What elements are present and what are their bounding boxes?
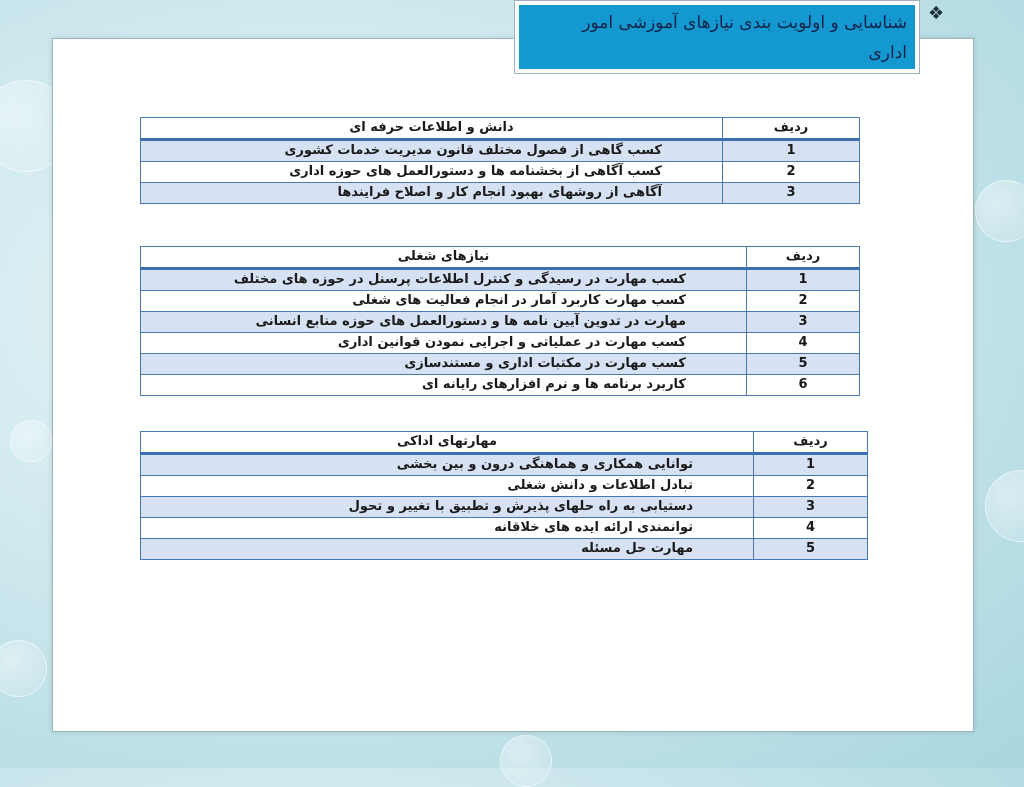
table-row xyxy=(141,333,860,354)
column-header-row-number: ردیف xyxy=(747,247,860,269)
table-row xyxy=(141,354,860,375)
row-number: 4 xyxy=(747,333,860,354)
table-header-row xyxy=(141,118,860,140)
table-header-row xyxy=(141,247,860,269)
row-number: 5 xyxy=(754,539,868,560)
table-row xyxy=(141,539,868,560)
row-number: 1 xyxy=(754,454,868,476)
table-row xyxy=(141,162,860,183)
row-number: 6 xyxy=(747,375,860,396)
table-row xyxy=(141,518,868,539)
row-text: کسب آگاهی از بخشنامه ها و دستورالعمل های حوزه اداری xyxy=(141,162,723,183)
row-text: مهارت حل مسئله xyxy=(141,539,754,560)
administrative-skills-table xyxy=(140,431,868,560)
column-header-title: مهارتهای اداکی xyxy=(141,432,754,454)
row-text: کسب گاهی از فصول مختلف قانون مدیریت خدمات کشوری xyxy=(141,140,723,162)
table-row xyxy=(141,312,860,333)
row-text: مهارت در تدوین آیین نامه ها و دستورالعمل های حوزه منابع انسانی xyxy=(141,312,747,333)
table-row xyxy=(141,140,860,162)
table-header-row xyxy=(141,432,868,454)
background-bubble xyxy=(10,420,52,462)
table-row xyxy=(141,183,860,204)
row-number: 3 xyxy=(747,312,860,333)
row-text: توانایی همکاری و هماهنگی درون و بین بخشی xyxy=(141,454,754,476)
table-row xyxy=(141,375,860,396)
title-line-1: شناسایی و اولویت بندی نیازهای آموزشی امور xyxy=(582,13,907,33)
page-title xyxy=(519,5,915,69)
background-bubble xyxy=(0,640,47,697)
row-number: 3 xyxy=(754,497,868,518)
row-text: تبادل اطلاعات و دانش شغلی xyxy=(141,476,754,497)
row-text: دستیابی به راه حلهای پذیرش و تطبیق با تغییر و تحول xyxy=(141,497,754,518)
table-row xyxy=(141,269,860,291)
row-number: 2 xyxy=(754,476,868,497)
row-text: آگاهی از روشهای بهبود انجام کار و اصلاح فرایندها xyxy=(141,183,723,204)
row-text: کسب مهارت در عملیاتی و اجرایی نمودن قوانین اداری xyxy=(141,333,747,354)
background-bubble xyxy=(985,470,1024,542)
column-header-row-number: ردیف xyxy=(723,118,860,140)
job-needs-table xyxy=(140,246,860,396)
table-row xyxy=(141,454,868,476)
row-number: 1 xyxy=(723,140,860,162)
row-number: 1 xyxy=(747,269,860,291)
background-bubble xyxy=(500,735,552,787)
row-number: 2 xyxy=(747,291,860,312)
row-number: 2 xyxy=(723,162,860,183)
professional-knowledge-table xyxy=(140,117,860,204)
row-text: کسب مهارت در مکتبات اداری و مستندسازی xyxy=(141,354,747,375)
table-row xyxy=(141,291,860,312)
row-text: توانمندی ارائه ایده های خلاقانه xyxy=(141,518,754,539)
row-text: کاربرد برنامه ها و نرم افزارهای رایانه ای xyxy=(141,375,747,396)
column-header-row-number: ردیف xyxy=(754,432,868,454)
title-line-2: اداری xyxy=(868,43,907,63)
column-header-title: دانش و اطلاعات حرفه ای xyxy=(141,118,723,140)
table-row xyxy=(141,476,868,497)
row-text: کسب مهارت در رسیدگی و کنترل اطلاعات پرسنل در حوزه های مختلف xyxy=(141,269,747,291)
title-box xyxy=(514,0,920,74)
table-row xyxy=(141,497,868,518)
background-bubble xyxy=(975,180,1024,242)
row-number: 3 xyxy=(723,183,860,204)
row-number: 5 xyxy=(747,354,860,375)
column-header-title: نیازهای شغلی xyxy=(141,247,747,269)
diamond-bullet-icon: ❖ xyxy=(928,3,945,24)
row-text: کسب مهارت کاربرد آمار در انجام فعالیت های شغلی xyxy=(141,291,747,312)
row-number: 4 xyxy=(754,518,868,539)
